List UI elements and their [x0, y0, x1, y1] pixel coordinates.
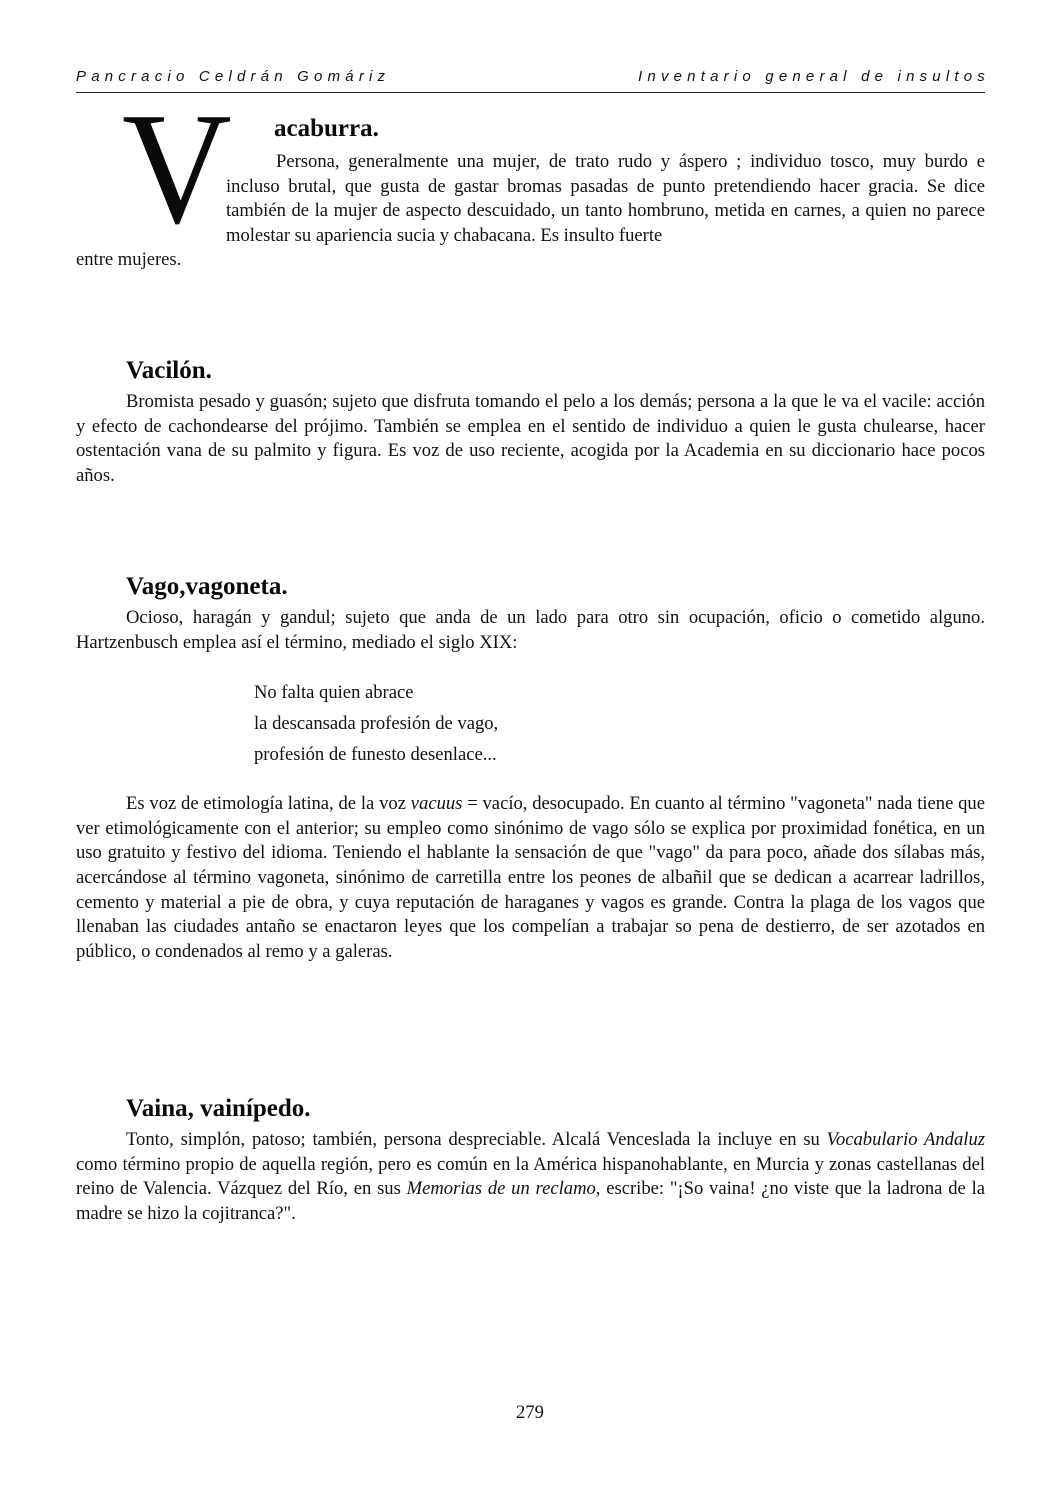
entry-definition-end: entre mujeres. — [76, 249, 182, 270]
verse-line: la descansada profesión de vago, — [254, 713, 499, 735]
entry-vaina — [76, 1094, 985, 1226]
book-title-ref: Memorias de un reclamo — [406, 1178, 596, 1200]
entry-definition — [76, 1128, 985, 1226]
latin-term: vacuus — [410, 793, 463, 815]
definition-text-cont: como término propio de aquella región, pero es común en la América hispanohablante, en Murcia y zonas castellanas del reino de Valencia. Vázquez del Río, en sus — [76, 1153, 985, 1200]
author-name: Pancracio Celdrán Gomáriz — [76, 68, 391, 85]
page-number: 279 — [516, 1402, 544, 1423]
verse-line: profesión de funesto desenlace... — [254, 744, 497, 766]
book-title: Inventario general de insultos — [638, 68, 990, 85]
entry-etymology — [76, 792, 985, 964]
entry-vago — [76, 572, 985, 964]
definition-text: Tonto, simplón, patoso; también, persona despreciable. Alcalá Venceslada la incluye en su — [126, 1129, 827, 1150]
entry-headword: Vago,vagoneta. — [126, 573, 288, 600]
verse-quote — [254, 677, 985, 770]
etymology-text: Es voz de etimología latina, de la voz — [126, 793, 411, 815]
entry-definition: Persona, generalmente una mujer, de trato rudo y áspero ; individuo tosco, muy burdo e incluso brutal, que gusta de gastar bromas pasadas de punto pretendiendo hacer gracia. Se dice también de la mujer de aspecto descuidado, un tanto hombruno, metida en carnes, a quien no parece molestar su apariencia sucia y chabacana. Es insulto fuerte — [226, 151, 985, 246]
drop-cap: V — [122, 79, 232, 257]
book-title-ref: Vocabulario Andaluz — [826, 1129, 985, 1150]
entry-definition: Bromista pesado y guasón; sujeto que disfruta tomando el pelo a los demás; persona a la que le va el vacile: acción y efecto de cachondearse del prójimo. También se emplea en el sentido de individuo a quien le gusta chulearse, hacer ostentación vana de su palmito y figura. Es voz de uso reciente, acogida por la Academia en su diccionario hace pocos años. — [76, 391, 985, 486]
entry-headword: acaburra. — [274, 115, 379, 142]
entry-headword: Vaina, vainípedo. — [126, 1095, 311, 1122]
verse-line: No falta quien abrace — [254, 682, 414, 704]
definition-text-end: , escribe: "¡So vaina! ¿no viste que la ladrona de la madre se hizo la cojitranca?". — [76, 1178, 985, 1224]
entry-definition: Ocioso, haragán y gandul; sujeto que anda de un lado para otro sin ocupación, oficio o cometido alguno. Hartzenbusch emplea así el término, mediado el siglo XIX: — [76, 607, 985, 653]
entry-vacilon — [76, 356, 985, 488]
etymology-text-cont: = vacío, desocupado. En cuanto al término "vagoneta" nada tiene que ver etimológicamente con el anterior; su empleo como sinónimo de vago sólo se explica por proximidad fonética, en un uso gratuito y festivo del idioma. Teniendo el hablante la sensación de que "vago" da para poco, añade dos sílabas más, acercándose al término vagoneta, sinónimo de carretilla entre los peones de albañil que se dedican a acarrear ladrillos, cemento y material a pie de obra, y cuya reputación de haraganes y vagos es grande. Contra la plaga de los vagos que llenaban las ciudades antaño se enactaron leyes que los compelían a trabajar so pena de destierro, de ser azotados en público, o condenados al remo y a galeras. — [76, 793, 985, 962]
entry-headword: Vacilón. — [126, 357, 212, 384]
